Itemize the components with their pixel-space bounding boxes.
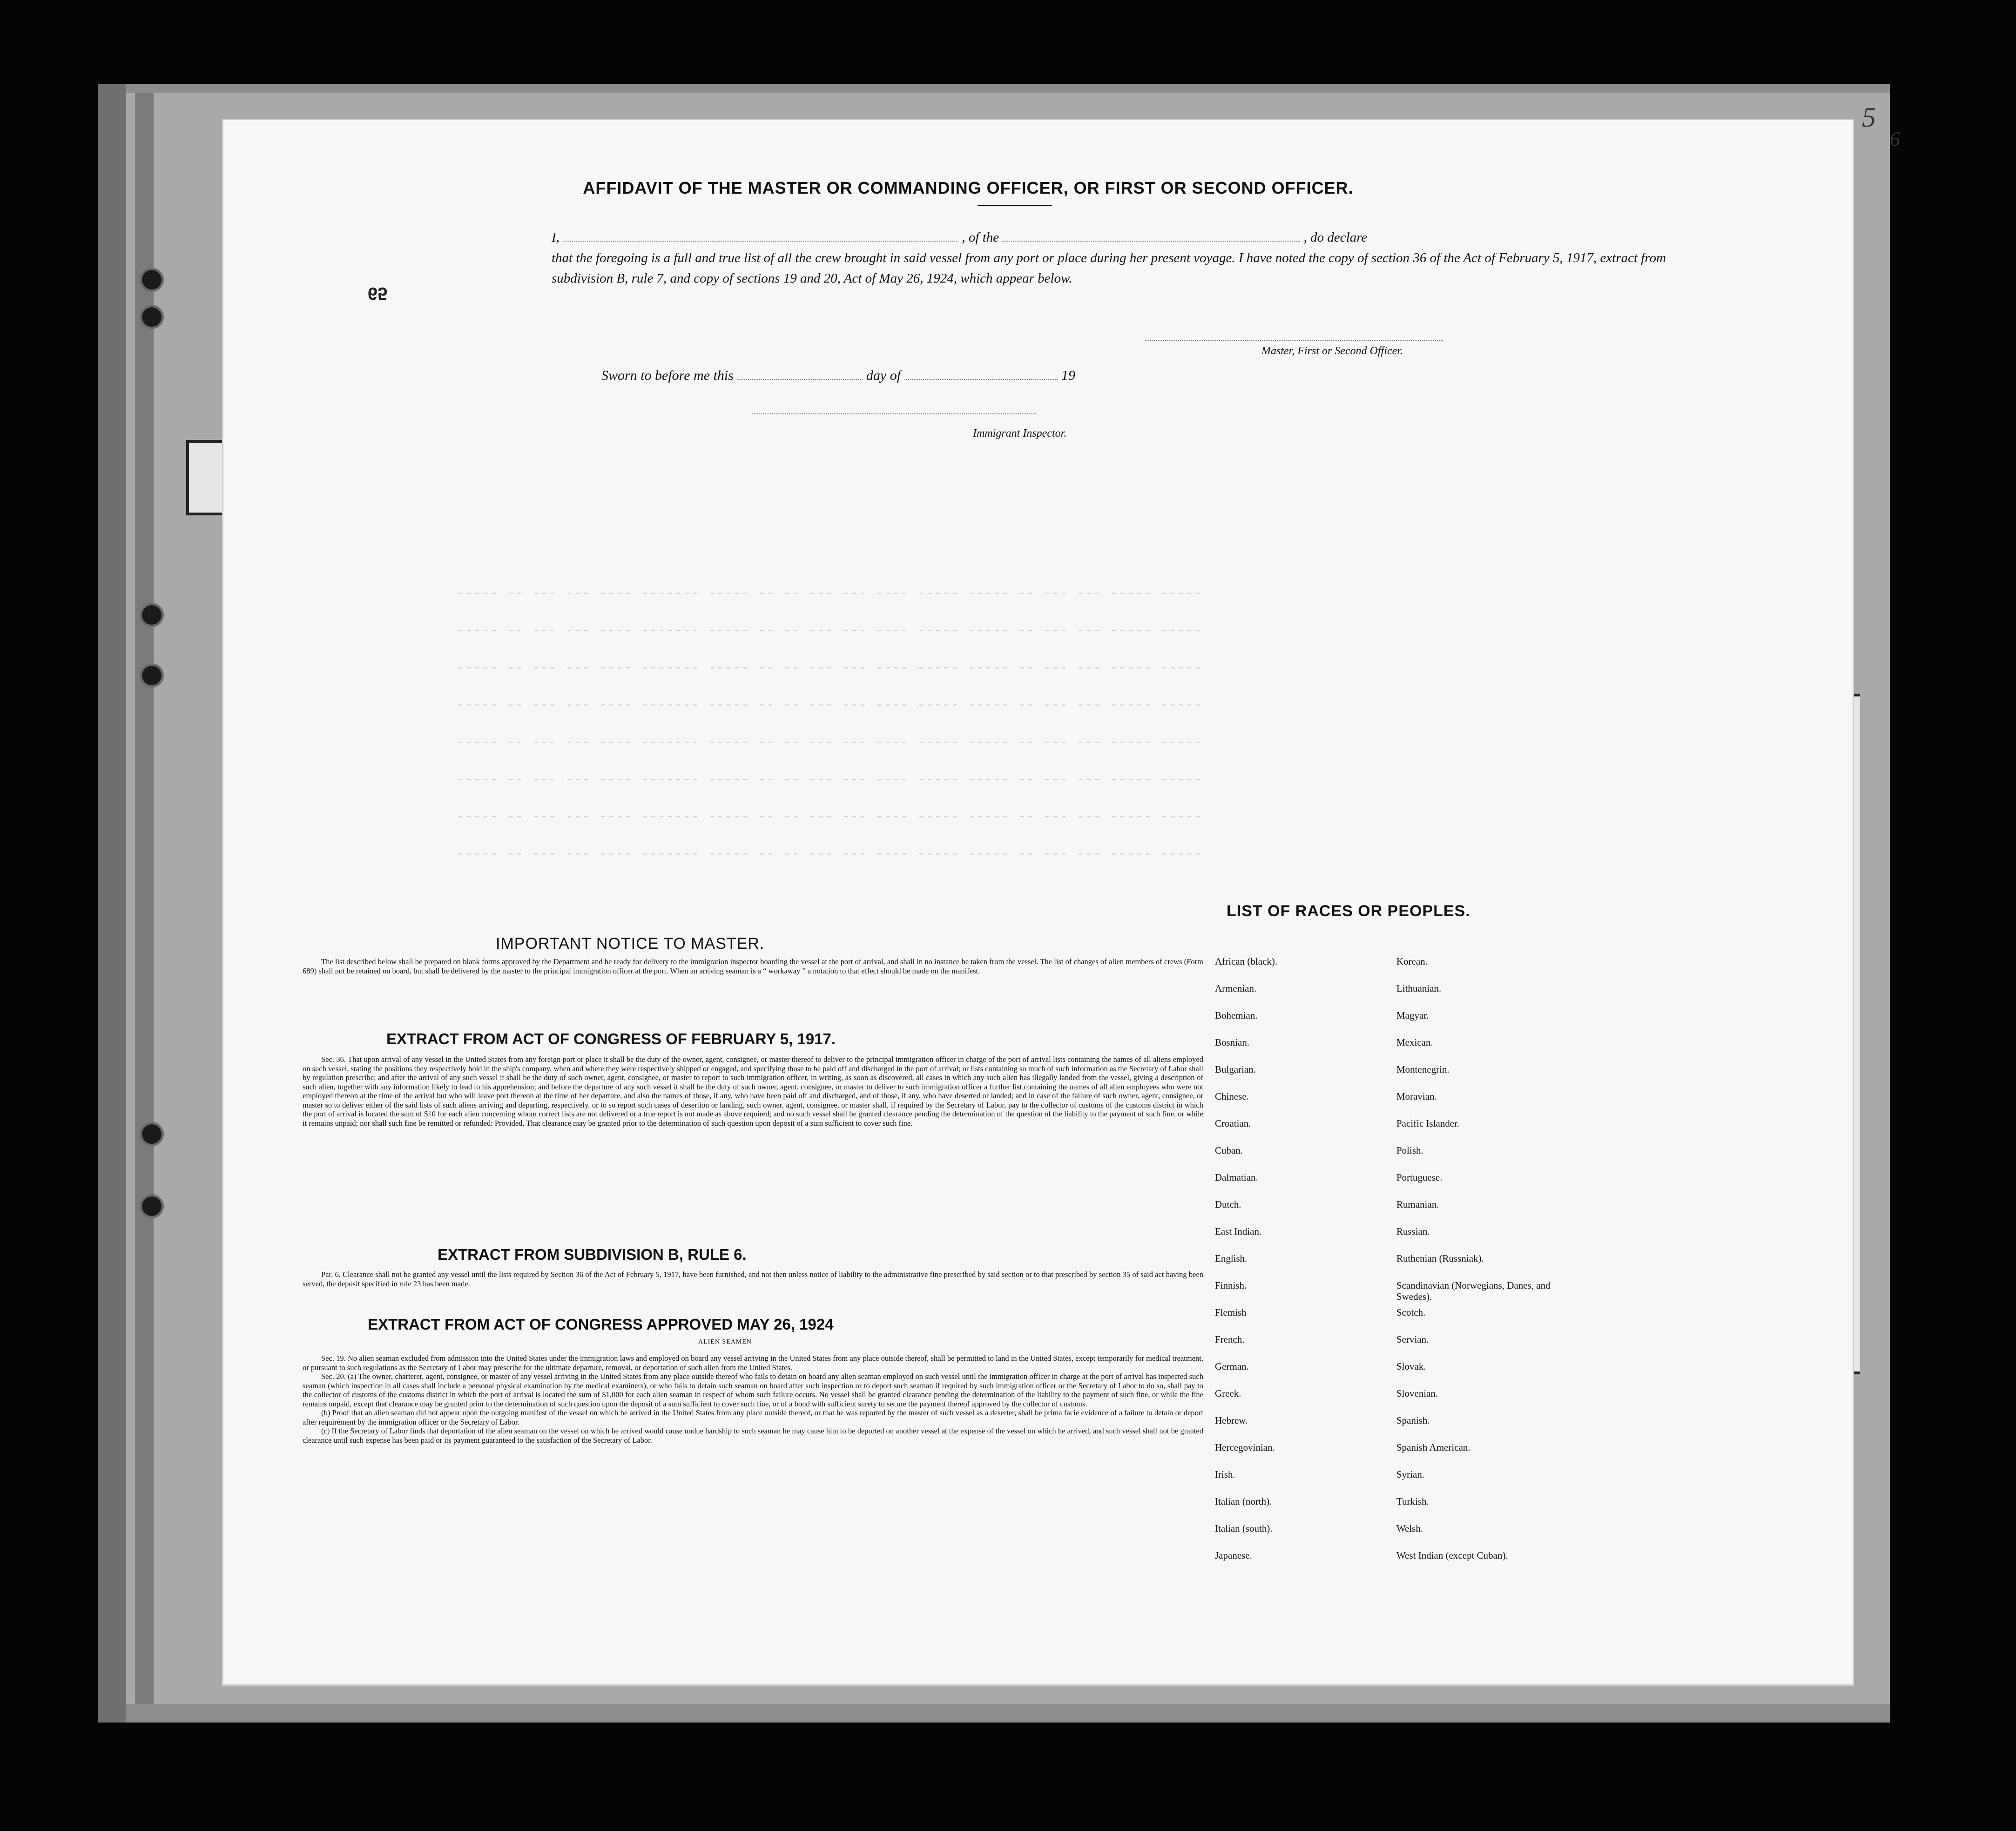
race-item: Armenian. (1215, 983, 1257, 994)
section-20c: (c) If the Secretary of Labor finds that deportation of the alien seaman on the vessel on which he arrived would cause undue hardship to such seaman he may cause him to be deported on another vessel at the expense of the vessel on which he arrived, and such vessel shall not be granted clearance until such expense has been paid or its payment guaranteed to the satisfaction of the Secretary of Labor. (303, 1426, 1203, 1445)
race-item: Bosnian. (1215, 1037, 1250, 1048)
race-item: Finnish. (1215, 1280, 1247, 1291)
race-item: Hercegovinian. (1215, 1442, 1275, 1453)
binder-hole (142, 666, 162, 685)
manifest-page (223, 102, 1900, 1684)
race-item: Croatian. (1215, 1118, 1251, 1129)
affidavit-of-the: , of the (962, 230, 999, 245)
race-item: Dutch. (1215, 1199, 1241, 1210)
vessel-name-blank (1002, 229, 1300, 242)
extract-1917-paragraph: Sec. 36. That upon arrival of any vessel in the United States from any foreign port or place it shall be the duty of the owner, agent, consignee, or master thereof to deliver to the principal immigration officer in charge of the port of arrival lists containing the names of all aliens employed on such vessel, stating the positions they respectively hold in the ship's company, when and where they were respectively shipped or engaged, and specifying those to be paid off and discharged in the port of arrival; or lists containing so much of such information as the Secretary of Labor shall by regulation prescribe; and after the arrival of any such vessel it shall be the duty of such owner, agent, consignee, or master to report to such immigration officer, in writing, as soon as discovered, all cases in which any such alien has illegally landed from the vessel, giving a description of such alien, together with any information likely to lead to his apprehension; and before the departure of any such vessel it shall be the duty of such owner, agent, consignee, or master to deliver to such immigration officer a further list containing the names of all alien employees who were not employed thereon at the time of the arrival but who will leave port thereon at the time of her departure, and also the names of those, if any, who have been paid off and discharged, and of those, if any, who have deserted or landed; and in case of the failure of such owner, agent, consignee, or master so to deliver either of the said lists of such aliens arriving and departing, respectively, or to so report such cases of desertion or landing, such owner, agent, consignee, or master shall, if required by the Secretary of Labor, pay to the collector of customs of the customs district in which the port of arrival is located the sum of $10 for each alien concerning whom correct lists are not delivered or a true report is not made as above required; and no such vessel shall be granted clearance pending the determination of the question of the liability to the payment of such fine, or while it remains unpaid; nor shall such fine be remitted or refunded: Provided, That clearance may be granted prior to the determination of such question upon deposit of a sum sufficient to cover such fine. (303, 1055, 1203, 1128)
binder-hole (142, 605, 162, 625)
sworn-statement (601, 367, 1075, 384)
race-item: Slovenian. (1396, 1388, 1438, 1399)
extract-1924-title: EXTRACT FROM ACT OF CONGRESS APPROVED MAY 26, 1924 (368, 1316, 834, 1333)
sworn-year: 19 (1061, 368, 1076, 383)
title-underline (978, 205, 1052, 206)
corner-number-2: 6 (1890, 128, 1900, 150)
race-item: Ruthenian (Russniak). (1396, 1253, 1484, 1264)
race-item: Russian. (1396, 1226, 1430, 1237)
race-item: English. (1215, 1253, 1247, 1264)
notice-text (303, 957, 1203, 975)
race-item: Dalmatian. (1215, 1172, 1258, 1183)
race-item: East Indian. (1215, 1226, 1262, 1237)
race-item: Welsh. (1396, 1523, 1423, 1534)
extract-1924-text (303, 1354, 1203, 1445)
affidavit-declare: , do declare (1303, 230, 1368, 245)
race-item: Cuban. (1215, 1145, 1243, 1156)
sworn-day-blank (737, 367, 863, 380)
races-title: LIST OF RACES OR PEOPLES. (1227, 902, 1470, 920)
affidavit-line-1 (552, 227, 1678, 248)
inspector-label: Immigrant Inspector. (973, 427, 1067, 439)
race-item: Magyar. (1396, 1010, 1429, 1021)
binding-strip (98, 84, 126, 1723)
section-20b: (b) Proof that an alien seaman did not appear upon the outgoing manifest of the vessel on which he arrived in the United States from any place outside thereof, or that he was reported by the master of such vessel as a deserter, shall be prima facie evidence of a failure to detain or deport after requirement by the immigration officer or the Secretary of Labor. (303, 1408, 1203, 1426)
race-item: Bulgarian. (1215, 1064, 1256, 1075)
notice-paragraph: The list described below shall be prepared on blank forms approved by the Department and be ready for delivery to the immigration inspector boarding the vessel at the port of arrival, and shall in no instance be taken from the vessel. The list of changes of alien members of crews (Form 689) shall not be retained on board, but shall be delivered by the master to the principal immigration officer at the port. When an arriving seaman is a “ workaway ” a notation to that effect should be made on the manifest. (303, 957, 1203, 975)
binder-hole (142, 307, 162, 327)
binding-strip-inner (135, 93, 154, 1704)
race-item: Turkish. (1396, 1496, 1429, 1507)
affidavit-body-text: that the foregoing is a full and true list of all the crew brought in said vessel from any port or place during her present voyage. I have noted the copy of section 36 of the Act of February 5, 1917, extract from subdivision B, rule 7, and copy of sections 19 and 20, Act of May 26, 1924, which appear below. (552, 250, 1666, 286)
race-item: Servian. (1396, 1334, 1429, 1345)
bleed-through-row: ----- -- --- --- ---- ------- ----- -- -- --- --- ---- ----- ----- -- --- --- ----- ----- (456, 809, 1202, 825)
affidavit-title: AFFIDAVIT OF THE MASTER OR COMMANDING OFFICER, OR FIRST OR SECOND OFFICER. (583, 178, 1354, 197)
section-19: Sec. 19. No alien seaman excluded from admission into the United States under the immigration laws and employed on board any vessel arriving in the United States from any place outside thereof, shall be permitted to land in the United States, except temporarily for medical treatment, or pursuant to such regulations as the Secretary of Labor may prescribe for the ultimate departure, removal, or deportation of such alien from the United States. (303, 1354, 1203, 1372)
bleed-through-row: ----- -- --- --- ---- ------- ----- -- -- --- --- ---- ----- ----- -- --- --- ----- ----- (456, 660, 1202, 676)
extract-1917-title: EXTRACT FROM ACT OF CONGRESS OF FEBRUARY 5, 1917. (386, 1030, 836, 1047)
race-item: Italian (south). (1215, 1523, 1273, 1534)
race-item: Montenegrin. (1396, 1064, 1450, 1075)
race-item: French. (1215, 1334, 1245, 1345)
race-item: Syrian. (1396, 1469, 1425, 1480)
affidavit-i: I, (552, 230, 560, 245)
race-item: Bohemian. (1215, 1010, 1258, 1021)
race-item: Chinese. (1215, 1091, 1249, 1102)
section-20a: Sec. 20. (a) The owner, charterer, agent, consignee, or master of any vessel arriving in the United States from any place outside thereof who fails to detain on board any alien seaman employed on such vessel until the immigration officer in charge at the port of arrival has inspected such seaman (which inspection in all cases shall include a personal physical examination by the medical examiners), or who fails to detain such seaman on board after such inspection or to deport such seaman if required by such immigration officer or the Secretary of Labor to do so, shall pay to the collector of customs of the customs district in which the port of arrival is located the sum of $1,000 for each alien seaman in respect of whom such failure occurs. No vessel shall be granted clearance pending the determination of the liability to the payment of such fine, or while the fine remains unpaid, except that clearance may be granted prior to the determination of such question upon the deposit of a sum sufficient to cover such fine, or of a bond with sufficient surety to secure the payment thereof approved by the collector of customs. (303, 1372, 1203, 1408)
race-item: Italian (north). (1215, 1496, 1272, 1507)
race-item: Scotch. (1396, 1307, 1426, 1318)
sworn-day-of: day of (866, 368, 901, 383)
signature-label: Master, First or Second Officer. (1261, 345, 1403, 357)
bleed-through-row: ----- -- --- --- ---- ------- ----- -- -- --- --- ---- ----- ----- -- --- --- ----- ----- (456, 735, 1202, 750)
bleed-through-row: ----- -- --- --- ---- ------- ----- -- -- --- --- ---- ----- ----- -- --- --- ----- ----- (456, 846, 1202, 862)
race-item: Pacific Islander. (1396, 1118, 1460, 1129)
sworn-month-blank (904, 367, 1058, 380)
bleed-through-row: ----- -- --- --- ---- ------- ----- -- -- --- --- ---- ----- ----- -- --- --- ----- ----- (456, 772, 1202, 788)
race-item: Slovak. (1396, 1361, 1426, 1372)
race-item: Mexican. (1396, 1037, 1433, 1048)
race-item: German. (1215, 1361, 1249, 1372)
bleed-through-row: ----- -- --- --- ---- ------- ----- -- -- --- --- ---- ----- ----- -- --- --- ----- ----- (456, 697, 1202, 713)
subdivision-text (303, 1270, 1203, 1288)
binder-hole (142, 1124, 162, 1144)
corner-number: 5 (1862, 102, 1876, 133)
race-item: Irish. (1215, 1469, 1235, 1480)
race-item: Greek. (1215, 1388, 1241, 1399)
race-item: African (black). (1215, 956, 1278, 967)
race-item: Flemish (1215, 1307, 1247, 1318)
race-item: Japanese. (1215, 1550, 1252, 1561)
race-item: Polish. (1396, 1145, 1423, 1156)
signature-line (1145, 340, 1443, 341)
notice-title: IMPORTANT NOTICE TO MASTER. (496, 935, 765, 953)
race-item: Korean. (1396, 956, 1428, 967)
margin-number: 65 (368, 284, 388, 303)
bleed-through-row: ----- -- --- --- ---- ------- ----- -- -- --- --- ---- ----- ----- -- --- --- ----- ----- (456, 623, 1202, 639)
alien-seamen-subtitle: ALIEN SEAMEN (698, 1338, 752, 1345)
race-item: Spanish. (1396, 1415, 1430, 1426)
binder-hole (142, 1196, 162, 1216)
race-item: Moravian. (1396, 1091, 1437, 1102)
race-item: Portuguese. (1396, 1172, 1443, 1183)
binder-hole (142, 270, 162, 290)
race-item: Rumanian. (1396, 1199, 1439, 1210)
sworn-prefix: Sworn to before me this (601, 368, 734, 383)
inspector-signature-line (752, 413, 1036, 414)
race-item: Scandinavian (Norwegians, Danes, and Swedes). (1396, 1280, 1551, 1302)
subdivision-title: EXTRACT FROM SUBDIVISION B, RULE 6. (438, 1246, 747, 1263)
race-item: Hebrew. (1215, 1415, 1248, 1426)
race-item: West Indian (except Cuban). (1396, 1550, 1508, 1561)
bleed-through-row: ----- -- --- --- ---- ------- ----- -- -- --- --- ---- ----- ----- -- --- --- ----- ----- (456, 586, 1202, 601)
extract-1917-text (303, 1055, 1203, 1128)
affidavit-body (552, 227, 1678, 289)
officer-name-blank (563, 229, 958, 242)
race-item: Lithuanian. (1396, 983, 1442, 994)
subdivision-paragraph: Par. 6. Clearance shall not be granted any vessel until the lists required by Section 36 of the Act of February 5, 1917, have been furnished, and not then unless notice of liability to the administrative fine prescribed by said section or to that prescribed by section 35 of said act having been served, the deposit specified in rule 23 has been made. (303, 1270, 1203, 1288)
race-item: Spanish American. (1396, 1442, 1470, 1453)
